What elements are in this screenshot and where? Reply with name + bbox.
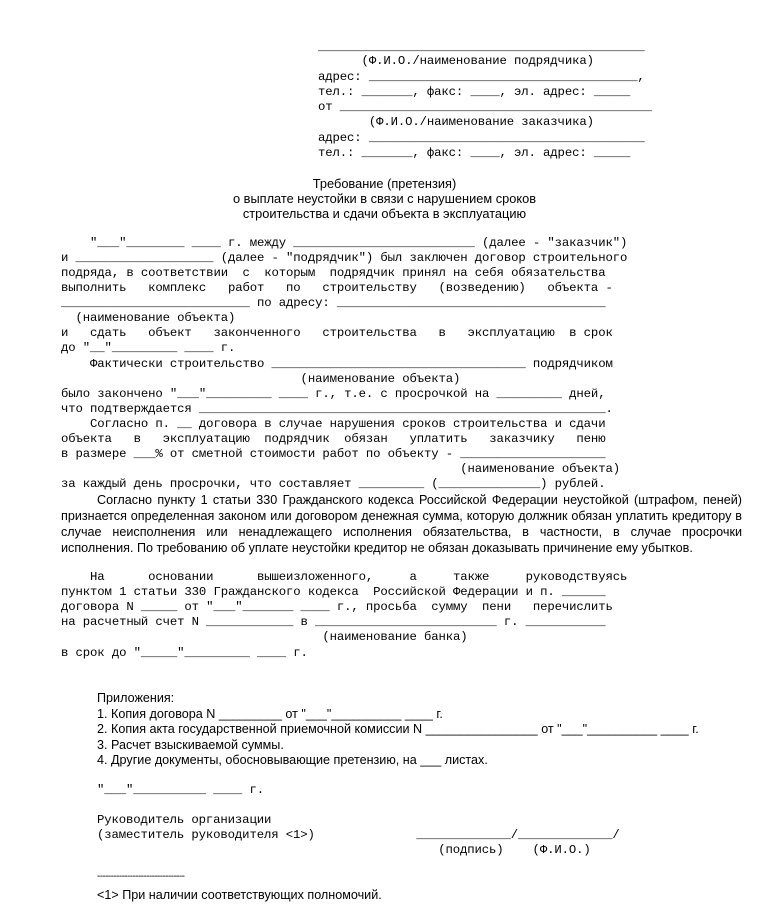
customer-name-line: от ___________________________________________ xyxy=(318,100,652,114)
attachment-item: 4. Другие документы, обосновывающие претензию, на ___ листах. xyxy=(97,753,488,767)
body-line-10: (наименование объекта) xyxy=(61,372,461,386)
attachments-heading: Приложения: xyxy=(97,691,175,705)
request-line-4: на расчетный счет N ____________ в _________________________ г. ___________ xyxy=(61,615,606,629)
footnote-separator: -------------------------------- xyxy=(97,871,185,882)
body-line-1: "___"________ ____ г. между _________________________ (далее - "заказчик") xyxy=(61,236,628,250)
request-line-6: в срок до "_____"_________ ____ г. xyxy=(61,646,308,660)
body-line-8: до "__"_________ ____ г. xyxy=(61,341,236,355)
body-line-12: что подтверждается ________________________________________________________. xyxy=(61,402,613,416)
civil-code-paragraph: Согласно пункту 1 статьи 330 Гражданского кодекса Российской Федерации неустойкой (штрафом, пеней) признается определенная законом или договором денежная сумма, которую должник обязан уплатить кредитору в случае неисполнения или ненадлежащего исполнения обязательства, в частности, в случае просрочки исполнения. По требованию об уплате неустойки кредитор не обязан доказывать причинение ему убытков. xyxy=(61,493,742,555)
body-line-15: в размере ___% от сметной стоимости работ по объекту - ____________________ xyxy=(61,447,606,461)
attachment-item: 1. Копия договора N _________ от "___"__________ ____ г. xyxy=(97,707,443,721)
request-line-1: На основании вышеизложенного, а также руководствуясь xyxy=(61,570,628,584)
title-line-2: о выплате неустойки в связи с нарушением сроков xyxy=(232,191,537,206)
customer-name-caption: (Ф.И.О./наименование заказчика) xyxy=(318,115,594,129)
request-line-5: (наименование банка) xyxy=(61,630,468,644)
body-line-3: подряда, в соответствии с которым подрядчик принял на себя обязательства xyxy=(61,266,606,280)
body-line-4: выполнить комплекс работ по строительству (возведению) объекта - xyxy=(61,281,613,295)
body-line-6: (наименование объекта) xyxy=(61,311,236,325)
body-line-16: (наименование объекта) xyxy=(61,462,620,476)
customer-address-line: адрес: ______________________________________ xyxy=(318,131,645,145)
title-line-3: строительства и сдачи объекта в эксплуатацию xyxy=(242,206,527,221)
body-line-17: за каждый день просрочки, что составляет _________ (______________) рублей. xyxy=(61,477,606,491)
body-line-7: и сдать объект законченного строительства в эксплуатацию в срок xyxy=(61,326,613,340)
contractor-contacts-line: тел.: _______, факс: ____, эл. адрес: _____ xyxy=(318,85,631,99)
contractor-name-line: _____________________________________________ xyxy=(318,40,645,54)
signer-title-line: Руководитель организации xyxy=(97,813,272,827)
body-line-9: Фактически строительство ___________________________________ подрядчиком xyxy=(61,357,613,371)
body-line-5: __________________________ по адресу: _____________________________________ xyxy=(61,296,606,310)
body-line-13: Согласно п. __ договора в случае нарушения сроков строительства и сдачи xyxy=(61,417,606,431)
body-line-2: и ___________________ (далее - "подрядчик") был заключен договор строительного xyxy=(61,251,628,265)
footnote-text: <1> При наличии соответствующих полномочий. xyxy=(97,888,382,902)
contractor-address-line: адрес: _____________________________________, xyxy=(318,70,645,84)
attachment-item: 2. Копия акта государственной приемочной комиссии N ________________ от "___"__________ ____ г. xyxy=(97,722,699,736)
signature-captions: (подпись) (Ф.И.О.) xyxy=(97,843,591,857)
attachment-item: 3. Расчет взыскиваемой суммы. xyxy=(97,738,284,752)
contractor-name-caption: (Ф.И.О./наименование подрядчика) xyxy=(318,54,594,68)
title-line-1: Требование (претензия) xyxy=(312,176,457,191)
signature-date-line: "___"__________ ____ г. xyxy=(97,783,264,797)
signer-deputy-line: (заместитель руководителя <1>) _____________/_____________/ xyxy=(97,828,620,842)
request-line-2: пунктом 1 статьи 330 Гражданского кодекса Российской Федерации и п. ______ xyxy=(61,585,606,599)
customer-contacts-line: тел.: _______, факс: ____, эл. адрес: _____ xyxy=(318,146,631,160)
body-line-11: было закончено "___"_________ ____ г., т.е. с просрочкой на _________ дней, xyxy=(61,387,606,401)
request-line-3: договора N _____ от "___"_______ ____ г., просьба сумму пени перечислить xyxy=(61,600,613,614)
body-line-14: объекта в эксплуатацию подрядчик обязан уплатить заказчику пеню xyxy=(61,432,606,446)
